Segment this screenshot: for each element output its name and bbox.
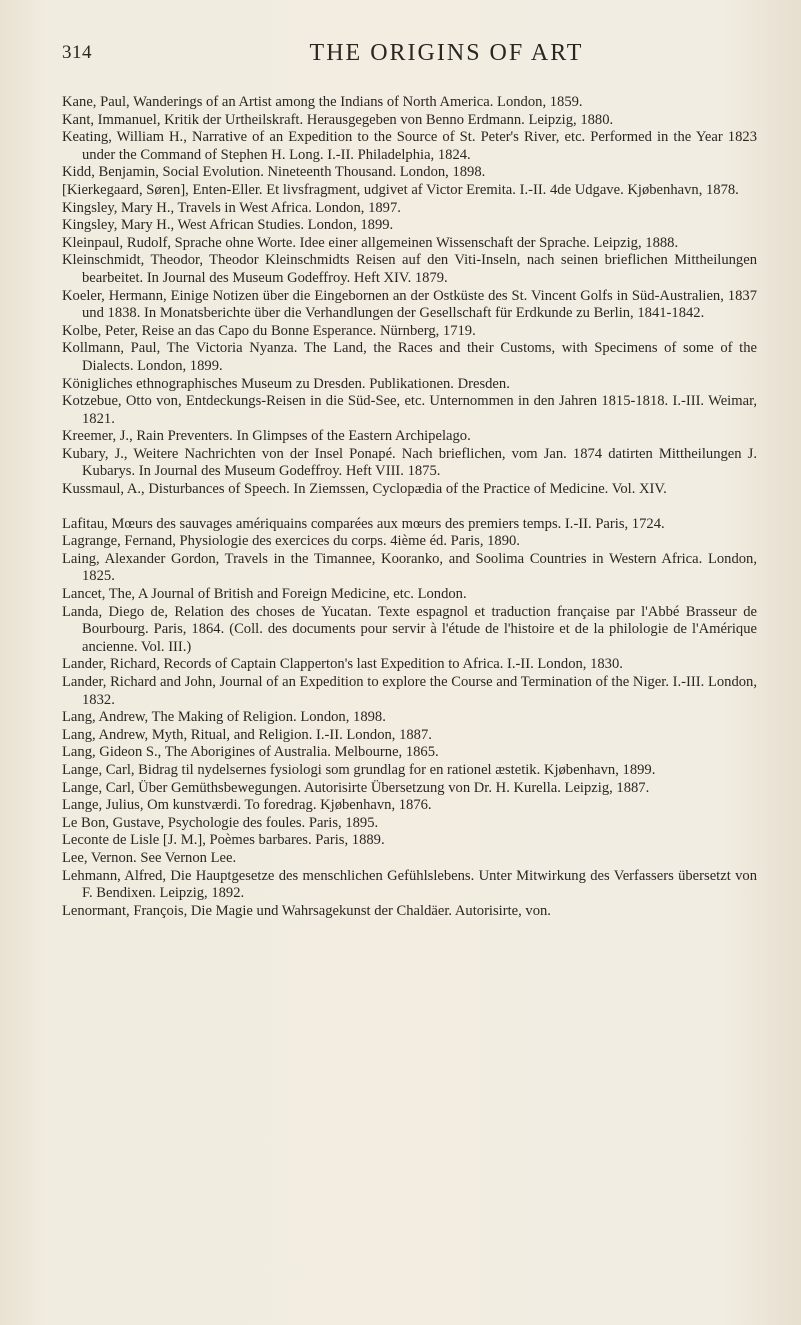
bibliography-entry: Kingsley, Mary H., Travels in West Africa. London, 1897. — [62, 199, 401, 216]
bibliography-entry: Lang, Andrew, Myth, Ritual, and Religion. I.-II. London, 1887. — [62, 726, 432, 743]
bibliography-entry: Landa, Diego de, Relation des choses de Yucatan. Texte espagnol et traduction française par l'Abbé Brasseur de Bourbourg. Paris, 1864. (Coll. des documents pour servir à l'étude de l'histoire et de la philologie de l'Amérique ancienne. Vol. III.) — [62, 603, 757, 655]
bibliography-entry: Keating, William H., Narrative of an Expedition to the Source of St. Peter's River, etc. Performed in the Year 1823 under the Command of Stephen H. Long. I.-II. Philadelphia, 1824. — [62, 129, 757, 163]
bibliography-entry: Koeler, Hermann, Einige Notizen über die Eingebornen an der Ostküste des St. Vincent Golfs in Süd-Australien, 1837 und 1838. In Monatsberichte über die Verhandlungen der Gesellschaft für Erdkunde zu Berlin, 1841-1842. — [62, 287, 757, 322]
bibliography-entry: Lander, Richard, Records of Captain Clapperton's last Expedition to Africa. I.-II. London, 1830. — [62, 656, 623, 673]
bibliography-entry: Kidd, Benjamin, Social Evolution. Nineteenth Thousand. London, 1898. — [62, 164, 486, 181]
bibliography-entry: Kollmann, Paul, The Victoria Nyanza. The Land, the Races and their Customs, with Specimens of some of the Dialects. London, 1899. — [62, 340, 757, 374]
bibliography-entry: Königliches ethnographisches Museum zu Dresden. Publikationen. Dresden. — [62, 375, 510, 392]
bibliography-entry: Le Bon, Gustave, Psychologie des foules. Paris, 1895. — [62, 814, 379, 831]
bibliography-entry: Lenormant, François, Die Magie und Wahrsagekunst der Chaldäer. Autorisirte, von. — [62, 902, 551, 919]
group-separator — [62, 499, 757, 516]
bibliography-entry: Lang, Andrew, The Making of Religion. London, 1898. — [62, 709, 386, 726]
bibliography-entry: Lang, Gideon S., The Aborigines of Australia. Melbourne, 1865. — [62, 744, 439, 761]
bibliography-entry: Lange, Julius, Om kunstværdi. To foredrag. Kjøbenhavn, 1876. — [62, 797, 432, 814]
page-header — [62, 40, 771, 70]
bibliography-entry: Lee, Vernon. See Vernon Lee. — [62, 849, 237, 866]
bibliography-entry: Kubary, J., Weitere Nachrichten von der Insel Ponapé. Nach brieflichen, vom Jan. 1874 datirten Mittheilungen J. Kubarys. In Journal des Museum Godeffroy. Heft VIII. 1875. — [62, 445, 757, 480]
bibliography-entry: Kane, Paul, Wanderings of an Artist among the Indians of North America. London, 1859. — [62, 94, 583, 110]
bibliography-entry: Kleinpaul, Rudolf, Sprache ohne Worte. Idee einer allgemeinen Wissenschaft der Sprache. Leipzig, 1888. — [62, 234, 679, 251]
bibliography-entry: Lancet, The, A Journal of British and Foreign Medicine, etc. London. — [62, 586, 467, 603]
bibliography-entry: Kleinschmidt, Theodor, Theodor Kleinschmidts Reisen auf den Viti-Inseln, nach seinen brieflichen Mittheilungen bearbeitet. In Journal des Museum Godeffroy. Heft XIV. 1879. — [62, 252, 757, 286]
bibliography-entry: Leconte de Lisle [J. M.], Poèmes barbares. Paris, 1889. — [62, 832, 385, 849]
bibliography — [62, 94, 757, 920]
bibliography-entry: Kussmaul, A., Disturbances of Speech. In Ziemssen, Cyclopædia of the Practice of Medicine. Vol. XIV. — [62, 481, 667, 498]
bibliography-entry: Lehmann, Alfred, Die Hauptgesetze des menschlichen Gefühlslebens. Unter Mitwirkung des Verfassers übersetzt von F. Bendixen. Leipzig, 1892. — [62, 867, 757, 902]
bibliography-entry: Kreemer, J., Rain Preventers. In Glimpses of the Eastern Archipelago. — [62, 428, 471, 445]
bibliography-group-l — [62, 516, 757, 921]
bibliography-entry: Laing, Alexander Gordon, Travels in the Timannee, Kooranko, and Soolima Countries in Western Africa. London, 1825. — [62, 550, 757, 585]
bibliography-entry: Lander, Richard and John, Journal of an Expedition to explore the Course and Termination of the Niger. I.-III. London, 1832. — [62, 674, 757, 708]
bibliography-entry: Kotzebue, Otto von, Entdeckungs-Reisen in die Süd-See, etc. Unternommen in den Jahren 1815-1818. I.-III. Weimar, 1821. — [62, 393, 757, 427]
bibliography-entry: Lange, Carl, Bidrag til nydelsernes fysiologi som grundlag for en rationel æstetik. Kjøbenhavn, 1899. — [62, 761, 656, 778]
bibliography-entry: Lange, Carl, Über Gemüthsbewegungen. Autorisirte Übersetzung von Dr. H. Kurella. Leipzig, 1887. — [62, 779, 650, 796]
bibliography-entry: Kant, Immanuel, Kritik der Urtheilskraft. Herausgegeben von Benno Erdmann. Leipzig, 1880. — [62, 111, 614, 128]
bibliography-entry: Kolbe, Peter, Reise an das Capo du Bonne Esperance. Nürnberg, 1719. — [62, 322, 476, 339]
bibliography-entry: [Kierkegaard, Søren], Enten-Eller. Et livsfragment, udgivet af Victor Eremita. I.-II. 4de Udgave. Kjøbenhavn, 1878. — [62, 181, 739, 198]
running-title: THE ORIGINS OF ART — [309, 40, 584, 66]
bibliography-entry: Lagrange, Fernand, Physiologie des exercices du corps. 4ième éd. Paris, 1890. — [62, 533, 520, 550]
bibliography-entry: Kingsley, Mary H., West African Studies. London, 1899. — [62, 217, 394, 234]
page-number: 314 — [62, 42, 92, 63]
bibliography-group-k — [62, 94, 757, 499]
bibliography-entry: Lafitau, Mœurs des sauvages amériquains comparées aux mœurs des premiers temps. I.-II. Paris, 1724. — [62, 515, 665, 532]
